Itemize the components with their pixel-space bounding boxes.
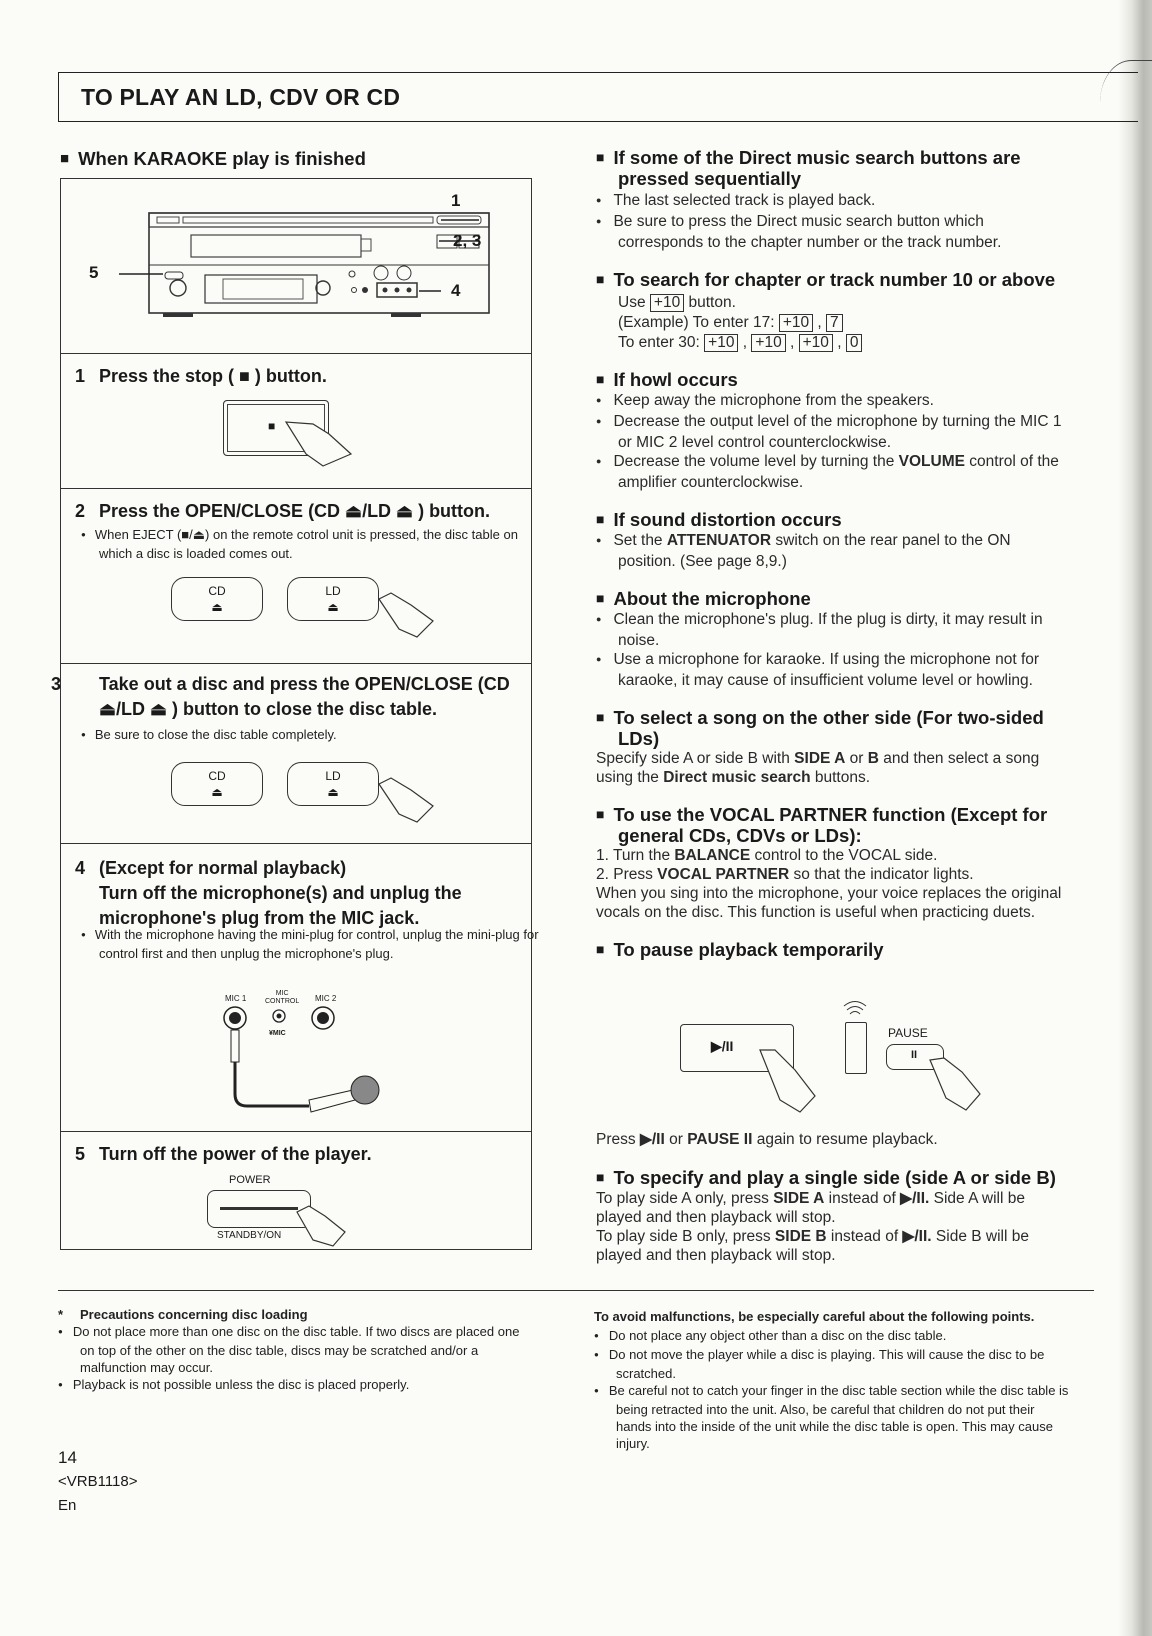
heading-direct-search: ■ If some of the Direct music search buttons are pressed sequentially	[596, 148, 1068, 189]
page-title: TO PLAY AN LD, CDV OR CD	[81, 84, 401, 110]
footer-bullet: ● Do not move the player while a disc is playing. This will cause the disc to be scratched.	[594, 1346, 1070, 1382]
bullet: ● Clean the microphone's plug. If the plug is dirty, it may result in noise.	[596, 610, 1068, 650]
vocal-step-2: 2. Press VOCAL PARTNER so that the indicator lights.	[596, 866, 974, 883]
heading-microphone: ■ About the microphone	[596, 589, 1068, 610]
heading-other-side: ■ To select a song on the other side (For two-sided LDs)	[596, 708, 1068, 749]
vocal-step-1: 1. Turn the BALANCE control to the VOCAL side.	[596, 847, 938, 864]
mic-sub-label: ¥MIC	[269, 1030, 286, 1037]
page-footer	[58, 1446, 138, 1518]
step-4-title-2: Turn off the microphone(s) and unplug the microphone's plug from the MIC jack.	[99, 883, 462, 928]
callout-2-3: 2, 3	[453, 231, 482, 250]
mic2-label: MIC 2	[315, 994, 337, 1003]
step-3-title: 3 Take out a disc and press the OPEN/CLOSE (CD ⏏/LD ⏏ ) button to close the disc table.	[51, 674, 510, 719]
heading-vocal-partner: ■ To use the VOCAL PARTNER function (Except for general CDs, CDVs or LDs):	[596, 805, 1068, 846]
example-17-line: (Example) To enter 17: +10 , 7	[596, 313, 1068, 332]
heading-distortion: ■ If sound distortion occurs	[596, 510, 1068, 531]
callout-5: 5	[89, 263, 99, 282]
bullet: ● Decrease the volume level by turning the VOLUME control of the amplifier counterclockwise.	[596, 452, 1068, 492]
single-side-b: To play side B only, press SIDE B instead of ▶/II. Side B will be played and then playback will stop.	[596, 1228, 1029, 1264]
example-30-line: To enter 30: +10 , +10 , +10 , 0	[596, 333, 1068, 352]
heading-howl: ■ If howl occurs	[596, 370, 1068, 391]
callout-1: 1	[451, 191, 461, 210]
footer-right-heading: To avoid malfunctions, be especially careful about the following points.	[594, 1309, 1035, 1324]
footer-bullet: ● Be careful not to catch your finger in the disc table section while the disc table is being retracted into the unit. Also, be careful that children do not put their hands into the inside of the unit while the disc table is open. This may cause injury.	[594, 1382, 1070, 1452]
bullet: ● Keep away the microphone from the speakers.	[596, 391, 1068, 412]
page-lang: En	[58, 1497, 77, 1514]
cd-open-close-button[interactable]: CD ⏏	[171, 762, 263, 806]
heading-pause: ■ To pause playback temporarily	[596, 940, 1068, 961]
play-pause-button[interactable]: ▶/II	[680, 1024, 794, 1072]
step-2-title: 2 Press the OPEN/CLOSE (CD ⏏/LD ⏏ ) button.	[75, 501, 491, 521]
mic-control-label: MIC CONTROL	[265, 990, 300, 1005]
ld-open-close-button[interactable]: LD ⏏	[287, 577, 379, 621]
bullet: ● The last selected track is played back.	[596, 191, 1068, 212]
step-1-title: 1 Press the stop ( ■ ) button.	[75, 366, 327, 386]
vocal-para: When you sing into the microphone, your voice replaces the original vocals on the disc. This function is useful when practicing duets.	[596, 885, 1062, 921]
footer-bullet: ● Do not place more than one disc on the disc table. If two discs are placed one on top of the other on the disc table, discs may be scratched and/or a malfunction may occur.	[58, 1323, 528, 1376]
bullet: ● Use a microphone for karaoke. If using the microphone not for karaoke, it may cause of insufficient volume level or howling.	[596, 650, 1068, 690]
single-side-section	[596, 1168, 1068, 1265]
heading-single-side: ■ To specify and play a single side (side A or side B)	[596, 1168, 1068, 1189]
bullet: ● Decrease the output level of the microphone by turning the MIC 1 or MIC 2 level control counterclockwise.	[596, 412, 1068, 452]
footer-divider	[58, 1290, 1094, 1291]
step-4-note: ● With the microphone having the mini-plug for control, unplug the mini-plug for control first and then unplug the microphone's plug.	[61, 926, 547, 962]
pause-label: PAUSE	[888, 1026, 928, 1040]
key-plus10: +10	[650, 294, 684, 312]
left-heading: ■ When KARAOKE play is finished	[60, 148, 366, 171]
cd-open-close-button[interactable]: CD ⏏	[171, 577, 263, 621]
footer-bullet: ● Do not place any object other than a disc on the disc table.	[594, 1327, 1070, 1346]
callout-4: 4	[451, 281, 461, 300]
ld-open-close-button[interactable]: LD ⏏	[287, 762, 379, 806]
page-number: 14	[58, 1448, 77, 1467]
power-label: POWER	[229, 1174, 271, 1186]
stop-button[interactable]: ■	[223, 400, 329, 456]
pause-button[interactable]: II	[886, 1044, 944, 1070]
bullet: ● Set the ATTENUATOR switch on the rear panel to the ON position. (See page 8,9.)	[596, 531, 1068, 571]
use-plus10-line: Use +10 button.	[618, 294, 736, 311]
page-code: <VRB1118>	[58, 1473, 138, 1490]
footer-bullet: ● Playback is not possible unless the disc is placed properly.	[58, 1376, 528, 1395]
footer-right	[594, 1308, 1070, 1452]
standby-label: STANDBY/ON	[217, 1230, 282, 1241]
bullet: ● Be sure to press the Direct music search button which corresponds to the chapter number or the track number.	[596, 212, 1068, 252]
step-3-note: ● Be sure to close the disc table completely.	[61, 726, 539, 745]
other-side-text: Specify side A or side B with SIDE A or B and then select a song using the Direct music search buttons.	[596, 750, 1040, 786]
mic1-label: MIC 1	[225, 994, 247, 1003]
step-2-note: ● When EJECT (■/⏏) on the remote cotrol unit is pressed, the disc table on which a disc is loaded comes out.	[61, 526, 539, 562]
footer-left	[58, 1306, 528, 1395]
resume-text: Press ▶/II or PAUSE II again to resume playback.	[596, 1131, 938, 1148]
single-side-a: To play side A only, press SIDE A instead of ▶/II. Side A will be played and then playback will stop.	[596, 1190, 1025, 1226]
step-4-title-1: 4 (Except for normal playback)	[75, 858, 347, 878]
step-5-title: 5 Turn off the power of the player.	[75, 1144, 372, 1164]
heading-track-10: ■ To search for chapter or track number 10 or above	[596, 270, 1068, 291]
footer-left-heading: * Precautions concerning disc loading	[58, 1307, 308, 1322]
